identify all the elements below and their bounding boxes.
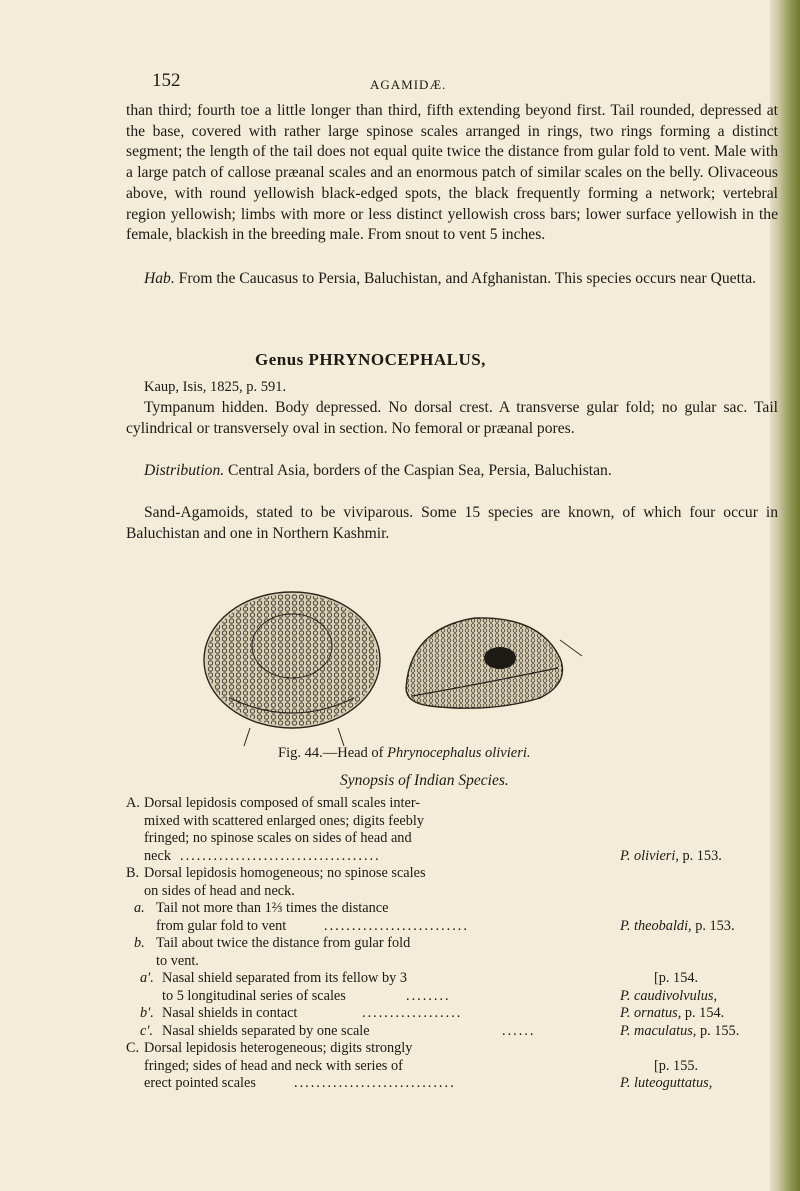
key-text: to vent.	[156, 952, 199, 969]
running-head: AGAMIDÆ.	[370, 77, 447, 92]
key-text: Tail not more than 1⅔ times the distance	[156, 900, 389, 916]
head-lateral-view-drawing	[406, 618, 582, 708]
species-name: P. caudivolvulus,	[620, 987, 718, 1004]
figure-44-illustration	[200, 588, 620, 748]
genus-citation: Kaup, Isis, 1825, p. 591.	[144, 379, 287, 395]
key-text: mixed with scattered enlarged ones; digits feebly	[144, 812, 425, 829]
key-reference	[620, 848, 722, 866]
key-text: neck	[144, 847, 171, 864]
key-reference	[620, 1075, 712, 1093]
key-reference	[620, 988, 717, 1006]
description-paragraph: than third; fourth toe a little longer than third, fifth extending beyond first. Tail rounded, depressed at the base, covered with rather large spinose scales arranged in rings, two rings forming a distinct segment; the length of the tail does not equal quite twice the distance from gular fold to vent. Male with a large patch of callose præanal scales and an enormous patch of similar scales on the belly. Olivaceous above, with round yellowish black-edged spots, the black frequently forming a network; vertebral region yellowish; limbs with more or less distinct yellowish cross bars; lower surface yellowish in the female, blackish in the breeding male. From snout to vent 5 inches.	[126, 102, 778, 244]
key-line	[126, 918, 776, 936]
key-reference	[620, 1005, 724, 1023]
key-text: Nasal shield separated from its fellow by 3	[162, 970, 407, 986]
key-label-A: A.	[126, 795, 140, 811]
key-line	[126, 795, 776, 813]
key-label-B: B.	[126, 865, 140, 881]
key-line	[126, 970, 776, 988]
key-reference	[620, 1023, 739, 1041]
key-line	[126, 883, 776, 901]
key-line	[126, 865, 776, 883]
key-text: Nasal shields separated by one scale	[162, 1022, 370, 1039]
key-text: Dorsal lepidosis heterogeneous; digits strongly	[144, 1040, 413, 1056]
species-name: P. olivieri,	[620, 847, 679, 864]
habitat-paragraph	[126, 269, 778, 290]
genus-heading: Genus PHRYNOCEPHALUS,	[255, 350, 486, 369]
key-label-C: C.	[126, 1040, 140, 1056]
leader-dots: ......	[502, 1022, 536, 1039]
leader-dots: ....................................	[180, 847, 381, 864]
key-label-b: b.	[134, 935, 145, 951]
key-line	[126, 830, 776, 848]
key-label-c-prime: c'.	[140, 1022, 153, 1039]
page-ref: [p. 155.	[654, 1057, 699, 1074]
key-text: on sides of head and neck.	[144, 882, 295, 899]
leader-dots: ..................	[362, 1005, 463, 1021]
figure-caption	[278, 745, 531, 762]
key-line	[126, 935, 776, 953]
key-text: fringed; no spinose scales on sides of head and	[144, 830, 412, 846]
key-text: to 5 longitudinal series of scales	[162, 987, 346, 1004]
species-name: P. ornatus,	[620, 1005, 682, 1021]
key-line	[126, 1023, 776, 1041]
species-name: P. theobaldi,	[620, 917, 692, 934]
key-line	[126, 1058, 776, 1076]
key-line	[126, 1040, 776, 1058]
key-text: fringed; sides of head and neck with series of	[144, 1057, 403, 1074]
key-line	[126, 900, 776, 918]
key-label-a: a.	[134, 900, 145, 916]
distribution-label: Distribution.	[144, 462, 225, 479]
page-ref: p. 155.	[696, 1022, 740, 1039]
page-ref: p. 154.	[681, 1005, 725, 1021]
key-text: Dorsal lepidosis homogeneous; no spinose scales	[144, 865, 426, 881]
synopsis-title: Synopsis of Indian Species.	[340, 772, 509, 789]
caption-species: Phrynocephalus olivieri.	[387, 745, 531, 761]
key-text: Tail about twice the distance from gular fold	[156, 935, 411, 951]
key-line	[126, 1075, 776, 1093]
key-line	[126, 813, 776, 831]
leader-dots: ........	[406, 987, 451, 1004]
caption-prefix: Fig. 44.—Head of	[278, 745, 388, 761]
distribution-text: Central Asia, borders of the Caspian Sea, Persia, Baluchistan.	[224, 462, 612, 479]
key-text: Nasal shields in contact	[162, 1005, 298, 1021]
page-number: 152	[152, 70, 181, 91]
hab-text: From the Caucasus to Persia, Baluchistan, and Afghanistan. This species occurs near Quetta.	[174, 270, 757, 287]
key-reference	[620, 918, 735, 936]
key-line	[126, 848, 776, 866]
species-name: P. luteoguttatus,	[620, 1075, 713, 1091]
key-text: from gular fold to vent	[156, 917, 287, 934]
key-text: Dorsal lepidosis composed of small scales inter-	[144, 795, 421, 811]
key-line	[126, 1005, 776, 1023]
distribution-paragraph	[126, 461, 778, 482]
leader-dots: .............................	[294, 1075, 456, 1091]
key-line	[126, 953, 776, 971]
sand-agamoids-paragraph: Sand-Agamoids, stated to be viviparous. Some 15 species are known, of which four occur in Baluchistan and one in Northern Kashmir.	[126, 504, 778, 542]
species-key	[126, 795, 776, 1093]
species-description	[126, 101, 778, 246]
hab-label: Hab.	[144, 270, 175, 287]
key-label-b-prime: b'.	[140, 1005, 154, 1021]
key-line	[126, 988, 776, 1006]
head-dorsal-view-drawing	[204, 592, 380, 746]
page-ref: p. 153.	[691, 917, 735, 934]
genus-description: Tympanum hidden. Body depressed. No dorsal crest. A transverse gular fold; no gular sac. Tail cylindrical or transversely oval in section. No femoral or præanal pores.	[126, 399, 778, 437]
key-label-a-prime: a'.	[140, 970, 154, 986]
species-name: P. maculatus,	[620, 1022, 697, 1039]
page-ref: [p. 154.	[654, 970, 699, 986]
key-text: erect pointed scales	[144, 1075, 256, 1091]
leader-dots: ..........................	[324, 917, 469, 934]
page-ref: p. 153.	[678, 847, 722, 864]
